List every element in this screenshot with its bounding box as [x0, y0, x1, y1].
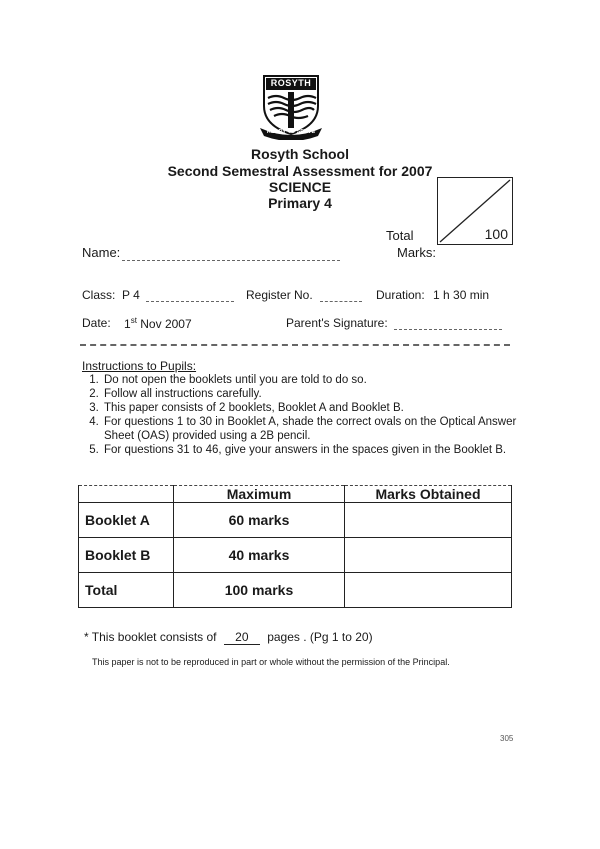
- header-cell-blank: [79, 486, 174, 503]
- crest-name: ROSYTH: [270, 78, 312, 88]
- row-obtained[interactable]: [345, 573, 512, 608]
- instruction-item: 1. Do not open the booklets until you are told to do so.: [102, 373, 542, 387]
- date-day: 1: [124, 317, 131, 331]
- signature-label: Parent's Signature:: [286, 316, 388, 330]
- name-field[interactable]: [122, 260, 340, 261]
- class-field[interactable]: [146, 301, 234, 302]
- booklet-suffix: pages . (Pg 1 to 20): [267, 630, 373, 644]
- separator-line: [80, 344, 510, 346]
- row-max: 100 marks: [174, 573, 345, 608]
- row-obtained[interactable]: [345, 538, 512, 573]
- booklet-prefix: * This booklet consists of: [84, 630, 217, 644]
- total-label: Total: [386, 228, 414, 243]
- duration-label: Duration:: [376, 288, 425, 302]
- class-value: P 4: [122, 288, 140, 302]
- duration-value: 1 h 30 min: [433, 288, 490, 302]
- reproduction-notice: This paper is not to be reproduced in part or whole without the permission of the Principal.: [92, 657, 450, 667]
- register-field[interactable]: [320, 301, 362, 302]
- subject-title: SCIENCE: [268, 179, 332, 195]
- date-label: Date:: [82, 316, 111, 330]
- header-maximum: Maximum: [174, 486, 345, 503]
- total-max: 100: [484, 226, 508, 242]
- instructions-heading: Instructions to Pupils:: [82, 359, 197, 373]
- school-crest: [258, 72, 324, 140]
- table-row: [79, 573, 512, 608]
- crest-motto: READY TO SERVE: [266, 129, 316, 135]
- row-obtained[interactable]: [345, 503, 512, 538]
- instruction-item: 5. For questions 31 to 46, give your answers in the spaces given in the Booklet B.: [102, 443, 542, 457]
- row-label: Booklet A: [79, 503, 174, 538]
- date-value: [124, 316, 192, 331]
- row-max: 40 marks: [174, 538, 345, 573]
- level-title: Primary 4: [268, 195, 332, 211]
- table-row: [79, 503, 512, 538]
- page-count: 20: [224, 630, 260, 645]
- name-label: Name:: [82, 245, 121, 260]
- instruction-item: 4. For questions 1 to 30 in Booklet A, shade the correct ovals on the Optical Answer Sheet (OAS) provided using a 2B pencil.: [102, 415, 542, 443]
- assessment-title: Second Semestral Assessment for 2007: [167, 163, 433, 179]
- header-marks-obtained: Marks Obtained: [345, 486, 512, 503]
- class-label: Class:: [82, 288, 116, 302]
- row-label: Total: [79, 573, 174, 608]
- table-header-row: [79, 486, 512, 503]
- instruction-item: 2. Follow all instructions carefully.: [102, 387, 542, 401]
- marks-label: Marks:: [397, 245, 436, 260]
- date-ordinal: st: [130, 316, 137, 325]
- signature-field[interactable]: [394, 329, 502, 330]
- booklet-pages-line: [84, 630, 373, 645]
- date-month-year: Nov 2007: [140, 317, 192, 331]
- total-marks-box: [437, 177, 513, 245]
- row-max: 60 marks: [174, 503, 345, 538]
- row-label: Booklet B: [79, 538, 174, 573]
- register-label: Register No.: [246, 288, 313, 302]
- table-row: [79, 538, 512, 573]
- school-name: Rosyth School: [250, 146, 349, 162]
- instructions-list: [82, 373, 542, 457]
- instruction-item: 3. This paper consists of 2 booklets, Booklet A and Booklet B.: [102, 401, 542, 415]
- marks-table: [78, 485, 512, 608]
- page-code: 305: [500, 734, 514, 743]
